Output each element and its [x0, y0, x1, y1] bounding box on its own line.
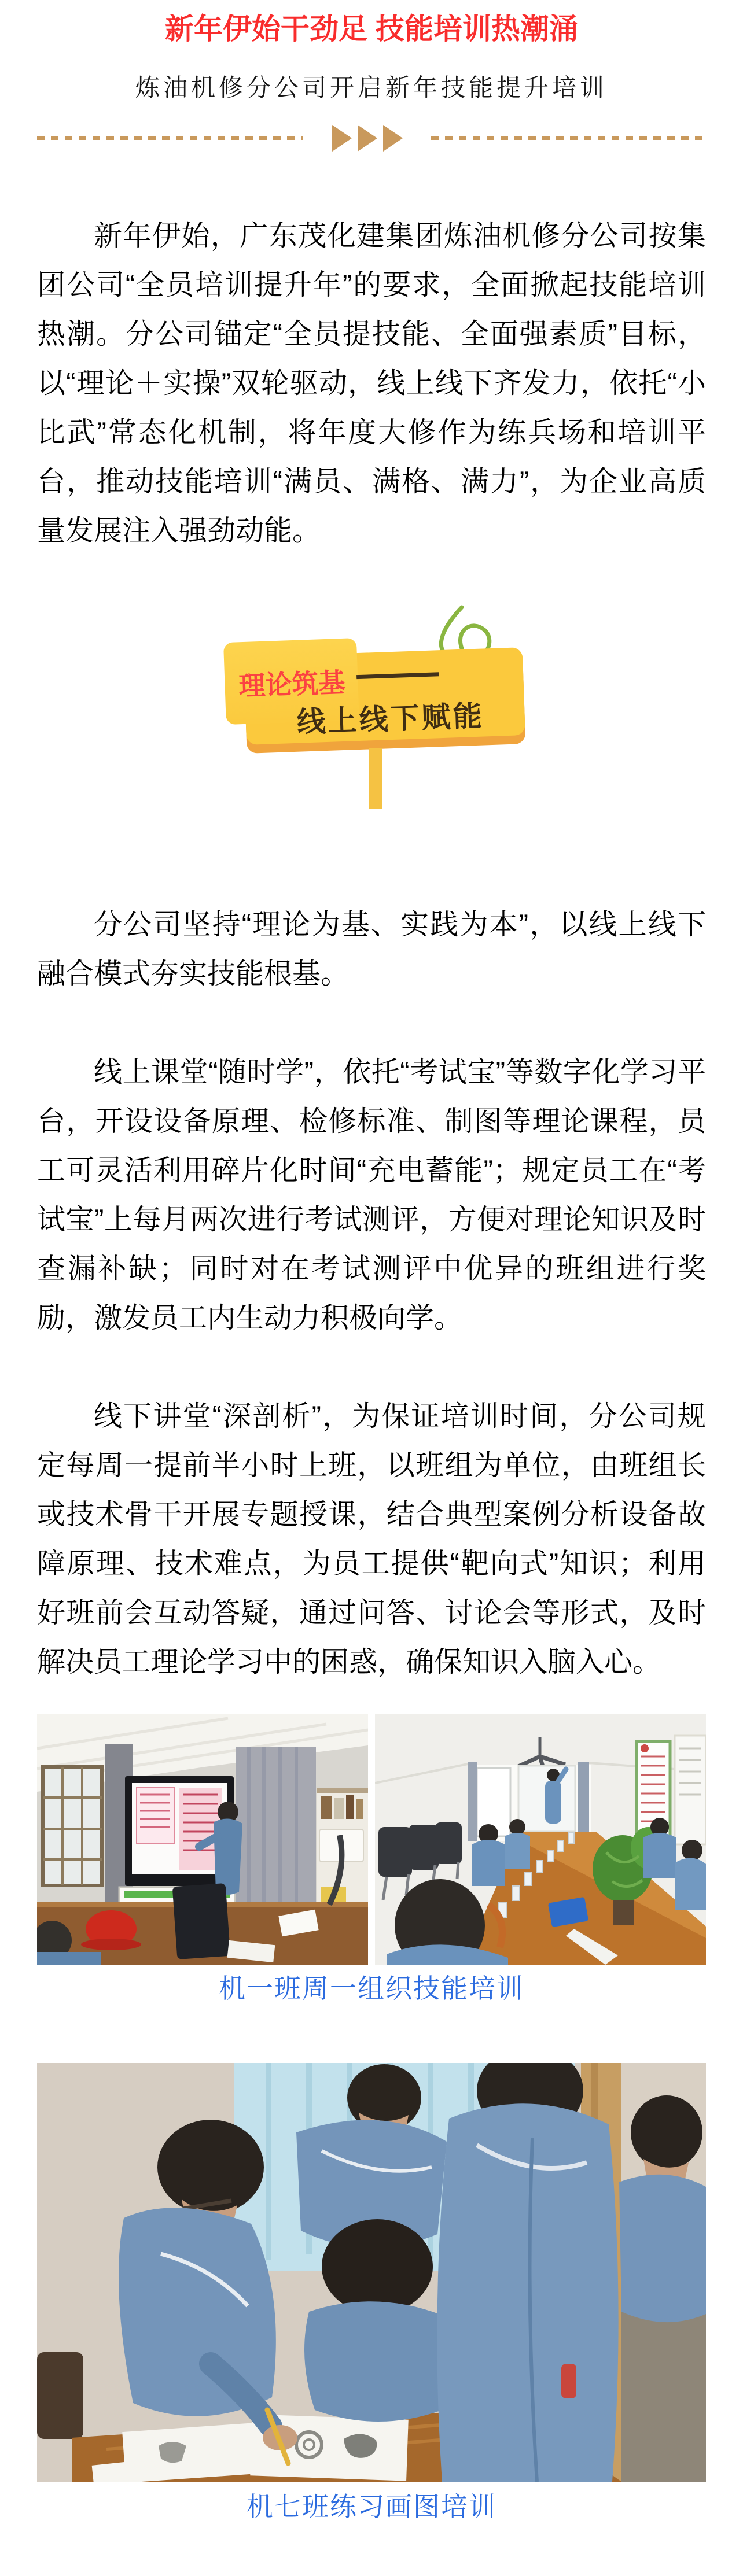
page-subtitle: 炼油机修分公司开启新年技能提升培训	[135, 74, 608, 101]
photo-grid	[37, 1714, 706, 1965]
right-triangle-icon	[383, 125, 403, 152]
photo-classroom-illustration	[37, 1714, 368, 1965]
page-title: 新年伊始干劲足 技能培训热潮涌	[165, 13, 578, 45]
photo-drawing-practice[interactable]	[37, 2063, 706, 2482]
photo-caption: 机一班周一组织技能培训	[219, 1973, 524, 2003]
dash-line-right-icon	[431, 136, 706, 140]
right-triangle-icon	[332, 125, 352, 152]
article-paragraph: 线上课堂“随时学”，依托“考试宝”等数字化学习平台，开设设备原理、检修标准、制图等理论课程，员工可灵活利用碎片化时间“充电蓄能”；规定员工在“考试宝”上每月两次进行考试测评，方便对理论知识及时查漏补缺；同时对在考试测评中优异的班组进行奖励，激发员工内生动力积极向学。	[37, 1057, 706, 1334]
badge-signpost	[369, 748, 382, 809]
triple-arrow-icon	[332, 125, 403, 152]
right-triangle-icon	[358, 125, 377, 152]
article-paragraph: 新年伊始，广东茂化建集团炼油机修分公司按集团公司“全员培训提升年”的要求，全面掀起技能培训热潮。分公司锚定“全员提技能、全面强素质”目标，以“理论＋实操”双轮驱动，线上线下齐发力，依托“小比武”常态化机制，将年度大修作为练兵场和培训平台，推动技能培训“满员、满格、满力”，为企业高质量发展注入强劲动能。	[37, 220, 706, 547]
photo-drawing-practice-illustration	[37, 2063, 706, 2482]
photo-meeting-room-training[interactable]	[375, 1714, 706, 1965]
article-body	[37, 212, 706, 2522]
badge-subtitle: 线上线下赋能	[296, 699, 485, 739]
photo-meeting-room-illustration	[375, 1714, 706, 1965]
article-header	[0, 0, 743, 152]
article-paragraph: 线下讲堂“深剖析”，为保证培训时间，分公司规定每周一提前半小时上班，以班组为单位，由班组长或技术骨干开展专题授课，结合典型案例分析设备故障原理、技术难点，为员工提供“靶向式”知识；利用好班前会互动答疑，通过问答、讨论会等形式，及时解决员工理论学习中的困惑，确保知识入脑入心。	[37, 1401, 706, 1678]
photo-caption: 机七班练习画图培训	[247, 2492, 496, 2522]
section-badge-theory	[37, 605, 706, 809]
decorative-divider	[37, 125, 706, 152]
dash-line-left-icon	[37, 136, 303, 140]
badge-title: 理论筑基	[238, 667, 346, 702]
article-paragraph: 分公司坚持“理论为基、实践为本”，以线上线下融合模式夯实技能根基。	[37, 909, 706, 990]
photo-classroom-training[interactable]	[37, 1714, 368, 1965]
